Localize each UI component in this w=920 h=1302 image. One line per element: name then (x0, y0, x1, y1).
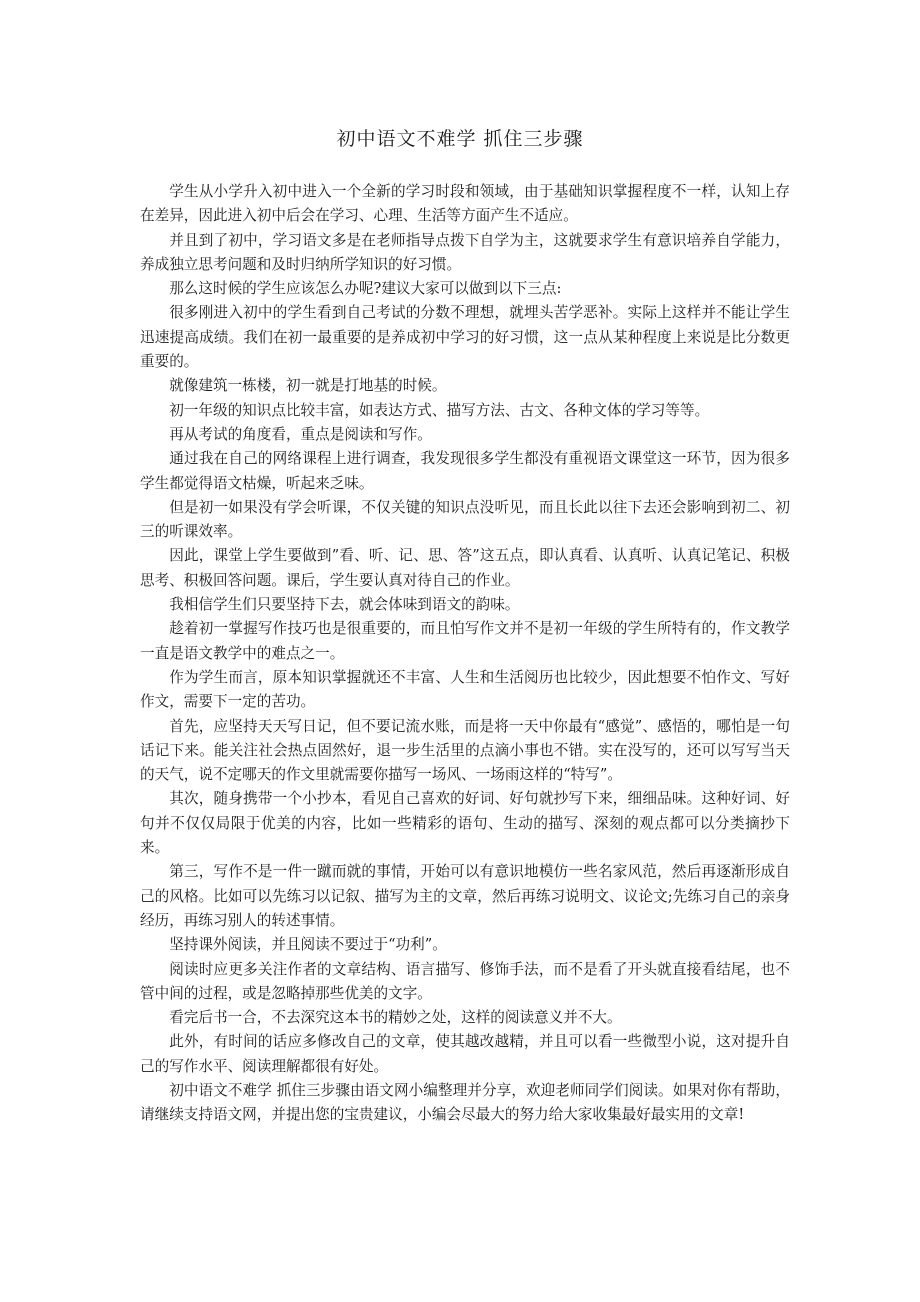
paragraph: 趁着初一掌握写作技巧也是很重要的，而且怕写作文并不是初一年级的学生所特有的，作文教学一直是语文教学中的难点之一。 (140, 620, 790, 662)
paragraph: 我相信学生们只要坚持下去，就会体味到语文的韵味。 (169, 596, 520, 614)
paragraph: 因此，课堂上学生要做到”看、听、记、思、答”这五点，即认真看、认真听、认真记笔记、积极思考、积极回答问题。课后，学生要认真对待自己的作业。 (140, 547, 790, 589)
document-title: 初中语文不难学 抓住三步骤 (336, 128, 584, 150)
paragraph: 再从考试的角度看，重点是阅读和写作。 (169, 425, 432, 443)
paragraph: 通过我在自己的网络课程上进行调查，我发现很多学生都没有重视语文课堂这一环节，因为很多学生都觉得语文枯燥，听起来乏味。 (140, 450, 790, 492)
document-body (140, 180, 790, 1128)
paragraph: 那么这时候的学生应该怎么办呢?建议大家可以做到以下三点: (169, 280, 562, 298)
paragraph: 但是初一如果没有学会听课，不仅关键的知识点没听见，而且长此以往下去还会影响到初二、初三的听课效率。 (140, 498, 790, 541)
paragraph: 作为学生而言，原本知识掌握就还不丰富、人生和生活阅历也比较少，因此想要不怕作文、写好作文，需要下一定的苦功。 (140, 668, 790, 711)
paragraph: 其次，随身携带一个小抄本，看见自己喜欢的好词、好句就抄写下来，细细品味。这种好词、好句并不仅仅局限于优美的内容，比如一些精彩的语句、生动的描写、深刻的观点都可以分类摘抄下来。 (140, 790, 790, 857)
paragraph: 看完后书一合，不去深究这本书的精妙之处，这样的阅读意义并不大。 (169, 1009, 622, 1027)
paragraph: 阅读时应更多关注作者的文章结构、语言描写、修饰手法，而不是看了开头就直接看结尾，也不管中间的过程，或是忽略掉那些优美的文字。 (140, 960, 790, 1002)
paragraph: 并且到了初中，学习语文多是在老师指导点拨下自学为主，这就要求学生有意识培养自学能力，养成独立思考问题和及时归纳所学知识的好习惯。 (140, 231, 790, 273)
paragraph: 学生从小学升入初中进入一个全新的学习时段和领域，由于基础知识掌握程度不一样，认知上存在差异，因此进入初中后会在学习、心理、生活等方面产生不适应。 (140, 183, 790, 225)
paragraph: 坚持课外阅读，并且阅读不要过于“功利”。 (169, 936, 447, 954)
paragraph: 很多刚进入初中的学生看到自己考试的分数不理想，就埋头苦学恶补。实际上这样并不能让学生迅速提高成绩。我们在初一最重要的是养成初中学习的好习惯，这一点从某种程度上来说是比分数更重要的。 (140, 304, 790, 371)
paragraph: 初中语文不难学 抓住三步骤由语文网小编整理并分享，欢迎老师同学们阅读。如果对你有帮助，请继续支持语文网，并提出您的宝贵建议，小编会尽最大的努力给大家收集最好最实用的文章! (140, 1081, 790, 1124)
paragraph: 就像建筑一栋楼，初一就是打地基的时候。 (169, 377, 447, 395)
paragraph: 初一年级的知识点比较丰富，如表达方式、描写方法、古文、各种文体的学习等等。 (169, 401, 710, 419)
paragraph: 此外，有时间的话应多修改自己的文章，使其越改越精，并且可以看一些微型小说，这对提升自己的写作水平、阅读理解都很有好处。 (140, 1033, 790, 1075)
paragraph: 首先，应坚持天天写日记，但不要记流水账，而是将一天中你最有“感觉”、感悟的，哪怕是一句话记下来。能关注社会热点固然好，退一步生活里的点滴小事也不错。实在没写的，还可以写写当天的天气，说不定哪天的作文里就需要你描写一场风、一场雨这样的“特写”。 (140, 717, 790, 784)
paragraph: 第三，写作不是一件一蹴而就的事情，开始可以有意识地模仿一些名家风范，然后再逐渐形成自己的风格。比如可以先练习以记叙、描写为主的文章，然后再练习说明文、议论文;先练习自己的亲身经历，再练习别人的转述事情。 (140, 863, 790, 929)
